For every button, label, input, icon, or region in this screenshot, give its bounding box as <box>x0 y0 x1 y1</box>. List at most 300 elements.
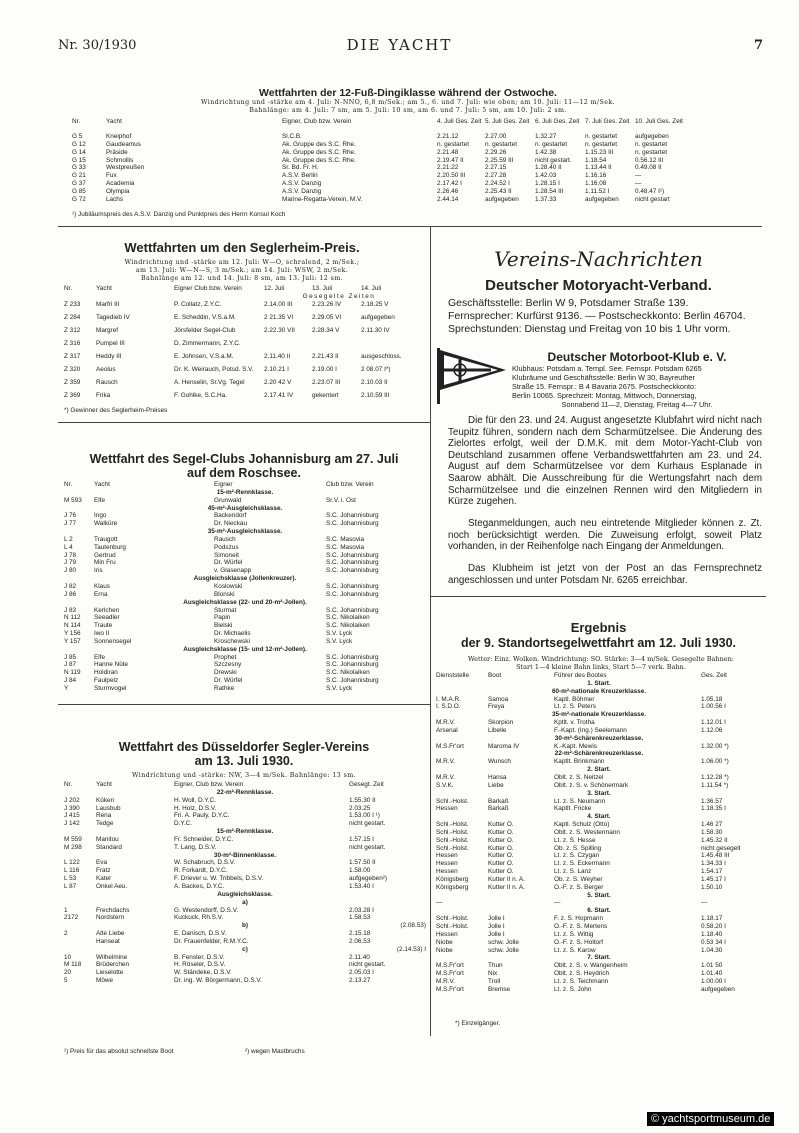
table-cell: Schl.-Holst. <box>436 836 469 844</box>
table-cell: M.S.Fr'ort <box>436 985 464 993</box>
table-cell: S.C. Johannisburg <box>326 551 379 559</box>
table-cell: 7. Juli Ges. Zeit <box>585 118 630 125</box>
table-cell: n. gestartet <box>535 140 567 148</box>
dmv-line: Sprechstunden: Dienstag und Freitag von 10 bis 1 Uhr vorm. <box>448 323 731 335</box>
table-row <box>64 630 426 638</box>
table-cell: Gesegelte Zeiten <box>302 293 376 300</box>
table-cell: Freya <box>488 703 505 711</box>
class-label: 30-m²-Schärenkreuzerklasse. <box>554 734 644 742</box>
table-cell: Iris <box>94 567 103 575</box>
table-header <box>436 672 762 680</box>
table-cell: 14. Juli <box>361 285 382 292</box>
table-row <box>64 797 426 805</box>
table-cell: Kneiphof <box>106 133 132 140</box>
table-cell: 2.11.40 <box>349 953 370 961</box>
table-cell: F. Driever u. W. Tribbels, D.S.V. <box>174 875 264 883</box>
table-row <box>64 591 426 599</box>
table-row <box>64 812 426 820</box>
seglerheim-title: Wettfahrten um den Seglerheim-Preis. <box>124 240 360 255</box>
table-cell: nicht gestart <box>635 195 670 203</box>
table-row <box>64 844 426 852</box>
table-cell: L 116 <box>64 867 80 875</box>
table-cell: 1.12.06 <box>701 726 723 734</box>
table-cell: Hanseat <box>96 937 120 945</box>
table-cell: Kaptlt. Fricke <box>554 805 592 813</box>
class-label: c) <box>242 945 248 953</box>
table-subheader <box>64 293 424 301</box>
table-cell: Lt. z. S. Neumann <box>554 797 606 805</box>
table-cell: Klaus <box>94 582 110 590</box>
table-cell: Z 359 <box>64 378 81 386</box>
ostwoche-title: Wettfahrten der 12-Fuß-Dingiklasse während der Ostwoche. <box>259 87 557 99</box>
table-cell: 1.58.30 <box>701 828 723 836</box>
table-cell: S.V. Lyck <box>326 637 353 645</box>
table-cell: Ingo <box>94 512 107 520</box>
table-cell: 1 <box>64 906 68 914</box>
table-row <box>64 614 426 622</box>
class-heading <box>436 892 762 900</box>
table-cell: J 84 <box>64 677 77 685</box>
table-cell: Blonski <box>214 590 235 598</box>
class-heading <box>64 828 426 836</box>
table-cell: S.C. Johannisburg <box>326 606 379 614</box>
table-row <box>64 938 426 946</box>
table-cell: 2172 <box>64 914 79 922</box>
table-cell: 2.26.46 <box>437 187 459 195</box>
table-cell: 2.10.59 III <box>361 391 390 399</box>
class-heading <box>64 505 426 513</box>
ergebnis-meta-1: Wetter: Einz. Wolken. Windrichtung: SO. Stärke: 3—4 m/Sek. Gesegelte Bahnen: <box>467 655 734 663</box>
table-cell: Barkaß <box>488 805 509 813</box>
table-row <box>436 845 762 853</box>
table-row <box>64 961 426 969</box>
table-cell: Kater <box>96 875 112 883</box>
table-cell: aufgegeben <box>701 985 735 993</box>
table-cell: 1.28.15 I <box>535 180 560 188</box>
seglerheim-table <box>64 285 424 405</box>
table-cell: Führer des Bootes <box>554 672 607 679</box>
class-heading <box>436 907 762 915</box>
table-row <box>64 379 424 392</box>
table-cell: J 80 <box>64 567 77 575</box>
table-cell: G 33 <box>72 164 86 172</box>
table-cell: Oblt. z. S. v. Wangenheim <box>554 962 628 970</box>
table-cell: Dienststelle <box>436 672 470 679</box>
table-cell: 2.29.05 VI <box>312 313 342 321</box>
table-cell: 6. Juli Ges. Zeit <box>535 118 580 125</box>
table-cell: A.S.V. Danzig <box>282 187 322 195</box>
table-row <box>72 141 762 149</box>
table-cell: G. Westendorff, D.S.V. <box>174 906 239 914</box>
table-cell: Sonnensegel <box>94 637 132 645</box>
table-cell: Möwe <box>96 977 114 985</box>
table-cell: Kerlchen <box>94 606 120 614</box>
table-cell: v. Glasenapp <box>214 567 252 575</box>
class-heading <box>436 954 762 962</box>
table-cell: 2.21.48 <box>437 148 459 156</box>
table-row <box>64 867 426 875</box>
table-row <box>72 172 762 180</box>
table-cell: Marfri III <box>96 300 120 308</box>
table-cell: S.C. Nikolaiken <box>326 622 370 630</box>
table-cell: aufgegeben <box>635 133 669 140</box>
table-cell: N 119 <box>64 669 81 677</box>
ergebnis-table <box>436 672 762 994</box>
table-cell: n. gestartet <box>635 140 667 148</box>
table-cell: 1.11.52 I <box>585 187 610 195</box>
table-cell: E. Scheddin, V.S.a.M. <box>174 313 236 321</box>
table-cell: Prophet <box>214 653 237 661</box>
table-cell: Tedge <box>96 820 114 828</box>
table-cell: O.-F. z. S. Berger <box>554 883 604 891</box>
table-cell: 0.49.08 II <box>635 164 662 172</box>
table-cell: A. Henselin, Sr.Vg. Tegel <box>174 378 245 386</box>
table-cell: Fr. Schneider, D.Y.C. <box>174 835 234 843</box>
table-cell: Yacht <box>94 481 110 488</box>
class-label: 6. Start. <box>587 907 611 915</box>
table-cell: (2.14.53) I <box>396 945 426 953</box>
table-cell: F. z. S. Hopmann <box>554 915 604 923</box>
table-row <box>72 188 762 196</box>
table-cell: Kutter O. <box>488 844 514 852</box>
column-divider <box>430 226 431 1036</box>
table-row <box>64 820 426 828</box>
class-label: 15-m²-Rennklasse. <box>216 828 274 836</box>
table-cell: 1.28.40 II <box>535 164 562 172</box>
class-label: 2. Start. <box>587 766 611 774</box>
table-cell: G 37 <box>72 180 86 188</box>
table-cell: J 82 <box>64 582 77 590</box>
table-row <box>64 520 426 528</box>
table-row <box>436 837 762 845</box>
class-heading <box>64 575 426 583</box>
table-row <box>436 876 762 884</box>
table-cell: W. Schabruch, D.S.V. <box>174 859 236 867</box>
divider <box>430 596 766 597</box>
table-cell: 2 08.07 I*) <box>361 365 391 373</box>
table-row <box>64 954 426 962</box>
ostwoche-meta-2: Bahnlänge: am 4. Juli: 7 sm, am 5. Juli: 10 sm, am 6. und 7. Juli: 5 sm, am 10. Juli: 2 sm. <box>249 107 567 114</box>
dmbk-info <box>512 364 762 409</box>
class-heading <box>64 528 426 536</box>
table-row <box>64 301 424 314</box>
table-cell: 2.11.40 II <box>264 352 291 360</box>
table-cell: Lt. z. S. Lanz <box>554 868 592 876</box>
table-cell: Kptlt. v. Trotha <box>554 719 595 727</box>
table-cell: aufgegeben <box>585 195 619 203</box>
table-cell: Samoa <box>488 695 509 703</box>
table-cell: 10. Juli Ges. Zeit <box>635 118 683 125</box>
table-cell: Eva <box>96 859 108 867</box>
class-heading <box>64 899 426 907</box>
table-cell: n. gestartet <box>437 140 469 148</box>
class-heading <box>64 852 426 860</box>
table-cell: Backendorf <box>214 512 247 520</box>
class-label: 7. Start. <box>587 954 611 962</box>
table-cell: Min Fru <box>94 559 116 567</box>
table-cell: G 72 <box>72 195 86 203</box>
table-cell: Dr. K. Weirauch, Potsd. S.V. <box>174 365 254 373</box>
table-row <box>64 907 426 915</box>
table-cell: Oblt. z. S. Neitzel <box>554 773 604 781</box>
roschsee-table <box>64 481 426 693</box>
table-cell: Nr. <box>64 285 73 292</box>
table-cell: H. Röseler, D.S.V. <box>174 961 226 969</box>
duesseldorf-meta: Windrichtung und -stärke: NW, 3—4 m/Sek. Bahnlänge: 13 sm. <box>132 772 356 779</box>
table-cell: Ak. Gruppe des S.C. Rhe. <box>282 140 356 148</box>
ergebnis-title-1: Ergebnis <box>570 620 627 635</box>
dmbk-title: Deutscher Motorboot-Klub e. V. <box>547 350 727 364</box>
table-cell: Niobe <box>436 938 453 946</box>
table-row <box>72 164 762 172</box>
table-row <box>64 536 426 544</box>
table-cell: B. Fenster, D.S.V. <box>174 953 225 961</box>
class-label: 4. Start. <box>587 813 611 821</box>
table-cell: Maroma IV <box>488 742 520 750</box>
table-cell: M.R.V. <box>436 758 455 766</box>
table-row <box>64 883 426 891</box>
table-cell: 2.03.28 I <box>349 906 374 914</box>
table-row <box>436 923 762 931</box>
table-cell: Lt. z. S. Eckermann <box>554 860 610 868</box>
table-cell: 1.13.44 II <box>585 164 612 172</box>
table-cell: Hansa <box>488 773 507 781</box>
table-cell: 2.06.53 <box>349 937 371 945</box>
table-cell: Eigner, Club bzw. Verein <box>174 781 244 788</box>
table-cell: schw. Jolle <box>488 938 519 946</box>
table-cell: 2.22.30 VII <box>264 326 295 334</box>
table-cell: Kaptlt. Brinkmann <box>554 758 605 766</box>
table-row <box>64 805 426 813</box>
table-cell: Lt. z. S. John <box>554 985 592 993</box>
table-cell: Alte Liebe <box>96 930 125 938</box>
table-cell: 20 <box>64 969 72 977</box>
class-heading <box>64 922 426 930</box>
table-row <box>436 805 762 813</box>
table-cell: Eigner <box>214 481 233 488</box>
class-label: 3. Start. <box>587 789 611 797</box>
table-cell: S.C. Johannisburg <box>326 559 379 567</box>
table-row <box>64 567 426 575</box>
table-cell: 1.57.15 I <box>349 835 374 843</box>
table-cell: 1.16.16 <box>585 172 607 180</box>
table-cell: Fri. A. Pauly, D.Y.C. <box>174 812 230 820</box>
table-cell: 2.44.14 <box>437 195 459 203</box>
table-cell: Tagedieb IV <box>96 313 130 321</box>
table-cell: Z 369 <box>64 391 81 399</box>
table-row <box>436 947 762 955</box>
table-cell: Elfe <box>94 653 106 661</box>
divider <box>58 226 762 227</box>
table-cell: Nr. <box>64 481 73 488</box>
table-cell: 2.18.25 V <box>361 300 389 308</box>
table-cell: Troll <box>488 977 501 985</box>
table-cell: D. Zimmermann, Z.Y.C. <box>174 339 241 347</box>
table-cell: M.S.Fr'ort <box>436 970 464 978</box>
table-cell: S.C. Nikolaiken <box>326 669 370 677</box>
table-cell: Oblt. z. S. Westermann <box>554 828 620 836</box>
seglerheim-meta-3: Bahnlänge am 12. und 14. Juli: 8 sm, am 13. Juli: 12 sm. <box>140 275 343 282</box>
table-cell: Rausch <box>214 535 236 543</box>
table-cell: W. Ständeke, D.S.V. <box>174 969 232 977</box>
table-cell: aufgegeben²) <box>349 875 388 883</box>
class-label: 22-m²-Schärenkreuzerklasse. <box>554 750 644 758</box>
table-row <box>64 559 426 567</box>
table-cell: Seeadler <box>94 614 120 622</box>
seglerheim-meta-2: am 13. Juli: W—N—S, 3 m/Sek.; am 14. Juli: WSW, 2 m/Sek. <box>135 267 349 274</box>
class-heading <box>64 599 426 607</box>
table-cell: Sl.C.B. <box>282 133 302 140</box>
table-row <box>64 622 426 630</box>
table-cell: 1.04.30 <box>701 946 723 954</box>
table-cell: Hessen <box>436 930 458 938</box>
table-row <box>436 868 762 876</box>
table-row <box>72 180 762 188</box>
class-heading <box>64 891 426 899</box>
class-heading <box>436 711 762 719</box>
table-row <box>64 327 424 340</box>
table-cell: Lt. z. S. Peters <box>554 703 596 711</box>
table-cell: G 15 <box>72 156 86 164</box>
table-cell: Yacht <box>106 118 122 125</box>
table-cell: Ob. z. S. Weyher <box>554 875 603 883</box>
table-cell: S.C. Johannisburg <box>326 520 379 528</box>
table-header <box>64 781 426 789</box>
table-cell: Hanne Nüte <box>94 661 129 669</box>
table-cell: Olympia <box>106 187 130 195</box>
table-cell: Dr. Würfel <box>214 559 243 567</box>
table-cell: 1.37.33 <box>535 195 557 203</box>
table-cell: Fratz <box>96 867 111 875</box>
table-cell: aufgegeben <box>361 313 395 321</box>
table-cell: Schl.-Holst. <box>436 844 469 852</box>
table-cell: Lachs <box>106 195 124 203</box>
table-cell: 1.00.00 I <box>701 977 726 985</box>
table-cell: Szczesny <box>214 661 242 669</box>
table-row <box>64 314 424 327</box>
table-cell: Küken <box>96 796 115 804</box>
table-cell: Präside <box>106 148 128 156</box>
table-cell: 2.17.42 I <box>437 180 462 188</box>
table-cell: 1.32.27 <box>535 133 557 140</box>
table-cell: 1.42.38 <box>535 148 557 156</box>
ergebnis-meta-2: Start 1—4 kleine Bahn links, Start 5—7 verk. Bahn. <box>516 663 686 671</box>
class-label: Ausgleichsklasse (22- und 20-m²-Jollen). <box>183 598 307 606</box>
table-cell: Rathke <box>214 684 235 692</box>
table-cell: Gertrud <box>94 551 116 559</box>
table-cell: Podszus <box>214 543 239 551</box>
table-cell: S.C. Johannisburg <box>326 653 379 661</box>
table-cell: Margref <box>96 326 119 334</box>
dmbk-paragraph-1: Die für den 23. und 24. August angesetzte Klubfahrt wird nicht nach Teupitz führen, sondern nach dem Scharmützelsee. Die Änderung des Zielortes erfolgt, weil der D.M.K. mit dem Motor-Yacht-Club von Deutschland zusammen offene Verbandswettfahrten am 23. und 24. August auf dem Scharmützelsee vor dem Kurhaus Esplanade in Saarow abhält. Die Ausschreibung für die Wertungsfahrt nach dem Scharmützelsee und die einzelnen Rennen wird den Mitgliedern in Kürze zugehen. <box>448 415 762 508</box>
table-row <box>64 930 426 938</box>
table-cell: Niobe <box>436 946 453 954</box>
dmbk-paragraph-3: Das Klubheim ist jetzt von der Post an das Fernsprechnetz angeschlossen und unter Potsdam Nr. 6265 erreichbar. <box>448 563 762 586</box>
table-cell: schw. Jolle <box>488 946 519 954</box>
table-cell: 2.27.28 <box>485 172 507 180</box>
table-cell: 1.58.53 <box>349 914 371 922</box>
class-label: Ausgleichsklasse (15- und 12-m²-Jollen). <box>183 645 307 653</box>
table-cell: 1.18.35 I <box>701 805 726 813</box>
table-cell: 1.01.40 <box>701 970 723 978</box>
table-cell: Fux <box>106 172 117 180</box>
table-cell: 1.45.48 III <box>701 852 730 860</box>
table-cell: 1.06.00 *) <box>701 758 729 766</box>
club-pennant-icon <box>436 346 508 406</box>
dmv-line: Fernsprecher: Kurfürst 9136. — Postscheckkonto: Berlin 46704. <box>448 310 746 322</box>
table-cell: G 85 <box>72 187 86 195</box>
table-cell: Academia <box>106 180 135 188</box>
table-cell: Sr.V. i. Ost <box>326 496 356 504</box>
table-cell: Liebe <box>488 781 504 789</box>
table-cell: 1.05.18 <box>701 695 723 703</box>
table-cell: G 21 <box>72 172 86 180</box>
table-cell: 2 21.35 VI <box>264 313 294 321</box>
table-cell: nicht gestart. <box>349 961 386 969</box>
table-row <box>436 703 762 711</box>
table-cell: G 14 <box>72 148 86 156</box>
table-cell: 0.48.47 I¹) <box>635 187 665 195</box>
table-cell: Lt. z. S. Hesse <box>554 836 596 844</box>
table-cell: Ges. Zeit <box>701 672 727 679</box>
table-cell: 1.46 27 <box>701 821 723 829</box>
table-cell: Frechdachs <box>96 906 130 914</box>
table-cell: Dr. ing. W. Börgermann, D.S.V. <box>174 977 262 985</box>
table-row <box>64 607 426 615</box>
table-cell: S.C. Johannisburg <box>326 590 379 598</box>
table-cell: Thun <box>488 962 503 970</box>
table-cell: 1.54.17 <box>701 868 723 876</box>
table-cell: 2.20.50 III <box>437 172 466 180</box>
table-cell: H. Holz, D.S.V. <box>174 804 217 812</box>
table-cell: Drewski <box>214 669 237 677</box>
ostwoche-meta-1: Windrichtung und -stärke am 4. Juli: N-NNO, 6,8 m/Sek.; am 5., 6. und 7. Juli: wie oben; am 10. Juli: 11—12 m/Sek. <box>201 99 615 106</box>
table-cell: F. Gohlke, S.C.Ha. <box>174 391 227 399</box>
table-cell: Tautenburg <box>94 543 126 551</box>
table-row <box>436 758 762 766</box>
class-label: 35-m²-nationale Kreuzerklasse. <box>551 711 647 719</box>
table-cell: n. gestartet <box>635 148 667 156</box>
class-heading <box>436 766 762 774</box>
table-cell: Y <box>64 684 69 692</box>
table-cell: Jolle I <box>488 923 505 930</box>
class-heading <box>436 688 762 696</box>
table-cell: Oblt. z. S. v. Schönermark <box>554 781 629 789</box>
class-heading <box>436 680 762 688</box>
table-row <box>436 821 762 829</box>
table-cell: J 79 <box>64 559 77 567</box>
table-cell: Schmollis <box>106 156 134 164</box>
table-cell: Lt. z. S. Czygan <box>554 852 600 860</box>
table-row <box>436 798 762 806</box>
table-cell: Yacht <box>96 781 112 788</box>
table-cell: 1.12.01 I <box>701 719 726 727</box>
table-row <box>436 829 762 837</box>
seglerheim-footnote: *) Gewinner des Seglerheim-Preises <box>64 407 168 414</box>
class-label: 30-m²-Binnenklasse. <box>213 851 277 859</box>
table-row <box>72 157 762 165</box>
table-row <box>64 875 426 883</box>
table-cell: 2.21.12 <box>437 133 459 140</box>
ostwoche-table <box>72 118 762 204</box>
table-row <box>64 512 426 520</box>
class-label: Ausgleichsklasse (Jollenkreuzer). <box>193 575 297 583</box>
table-cell: S.C. Masovia <box>326 535 365 543</box>
ergebnis-footnote: *) Einzelgänger. <box>455 1020 501 1027</box>
table-cell: nicht gestart. <box>349 843 386 851</box>
table-cell: 1.42.03 <box>535 172 557 180</box>
table-cell: R. Forkardt, D.Y.C. <box>174 867 228 875</box>
